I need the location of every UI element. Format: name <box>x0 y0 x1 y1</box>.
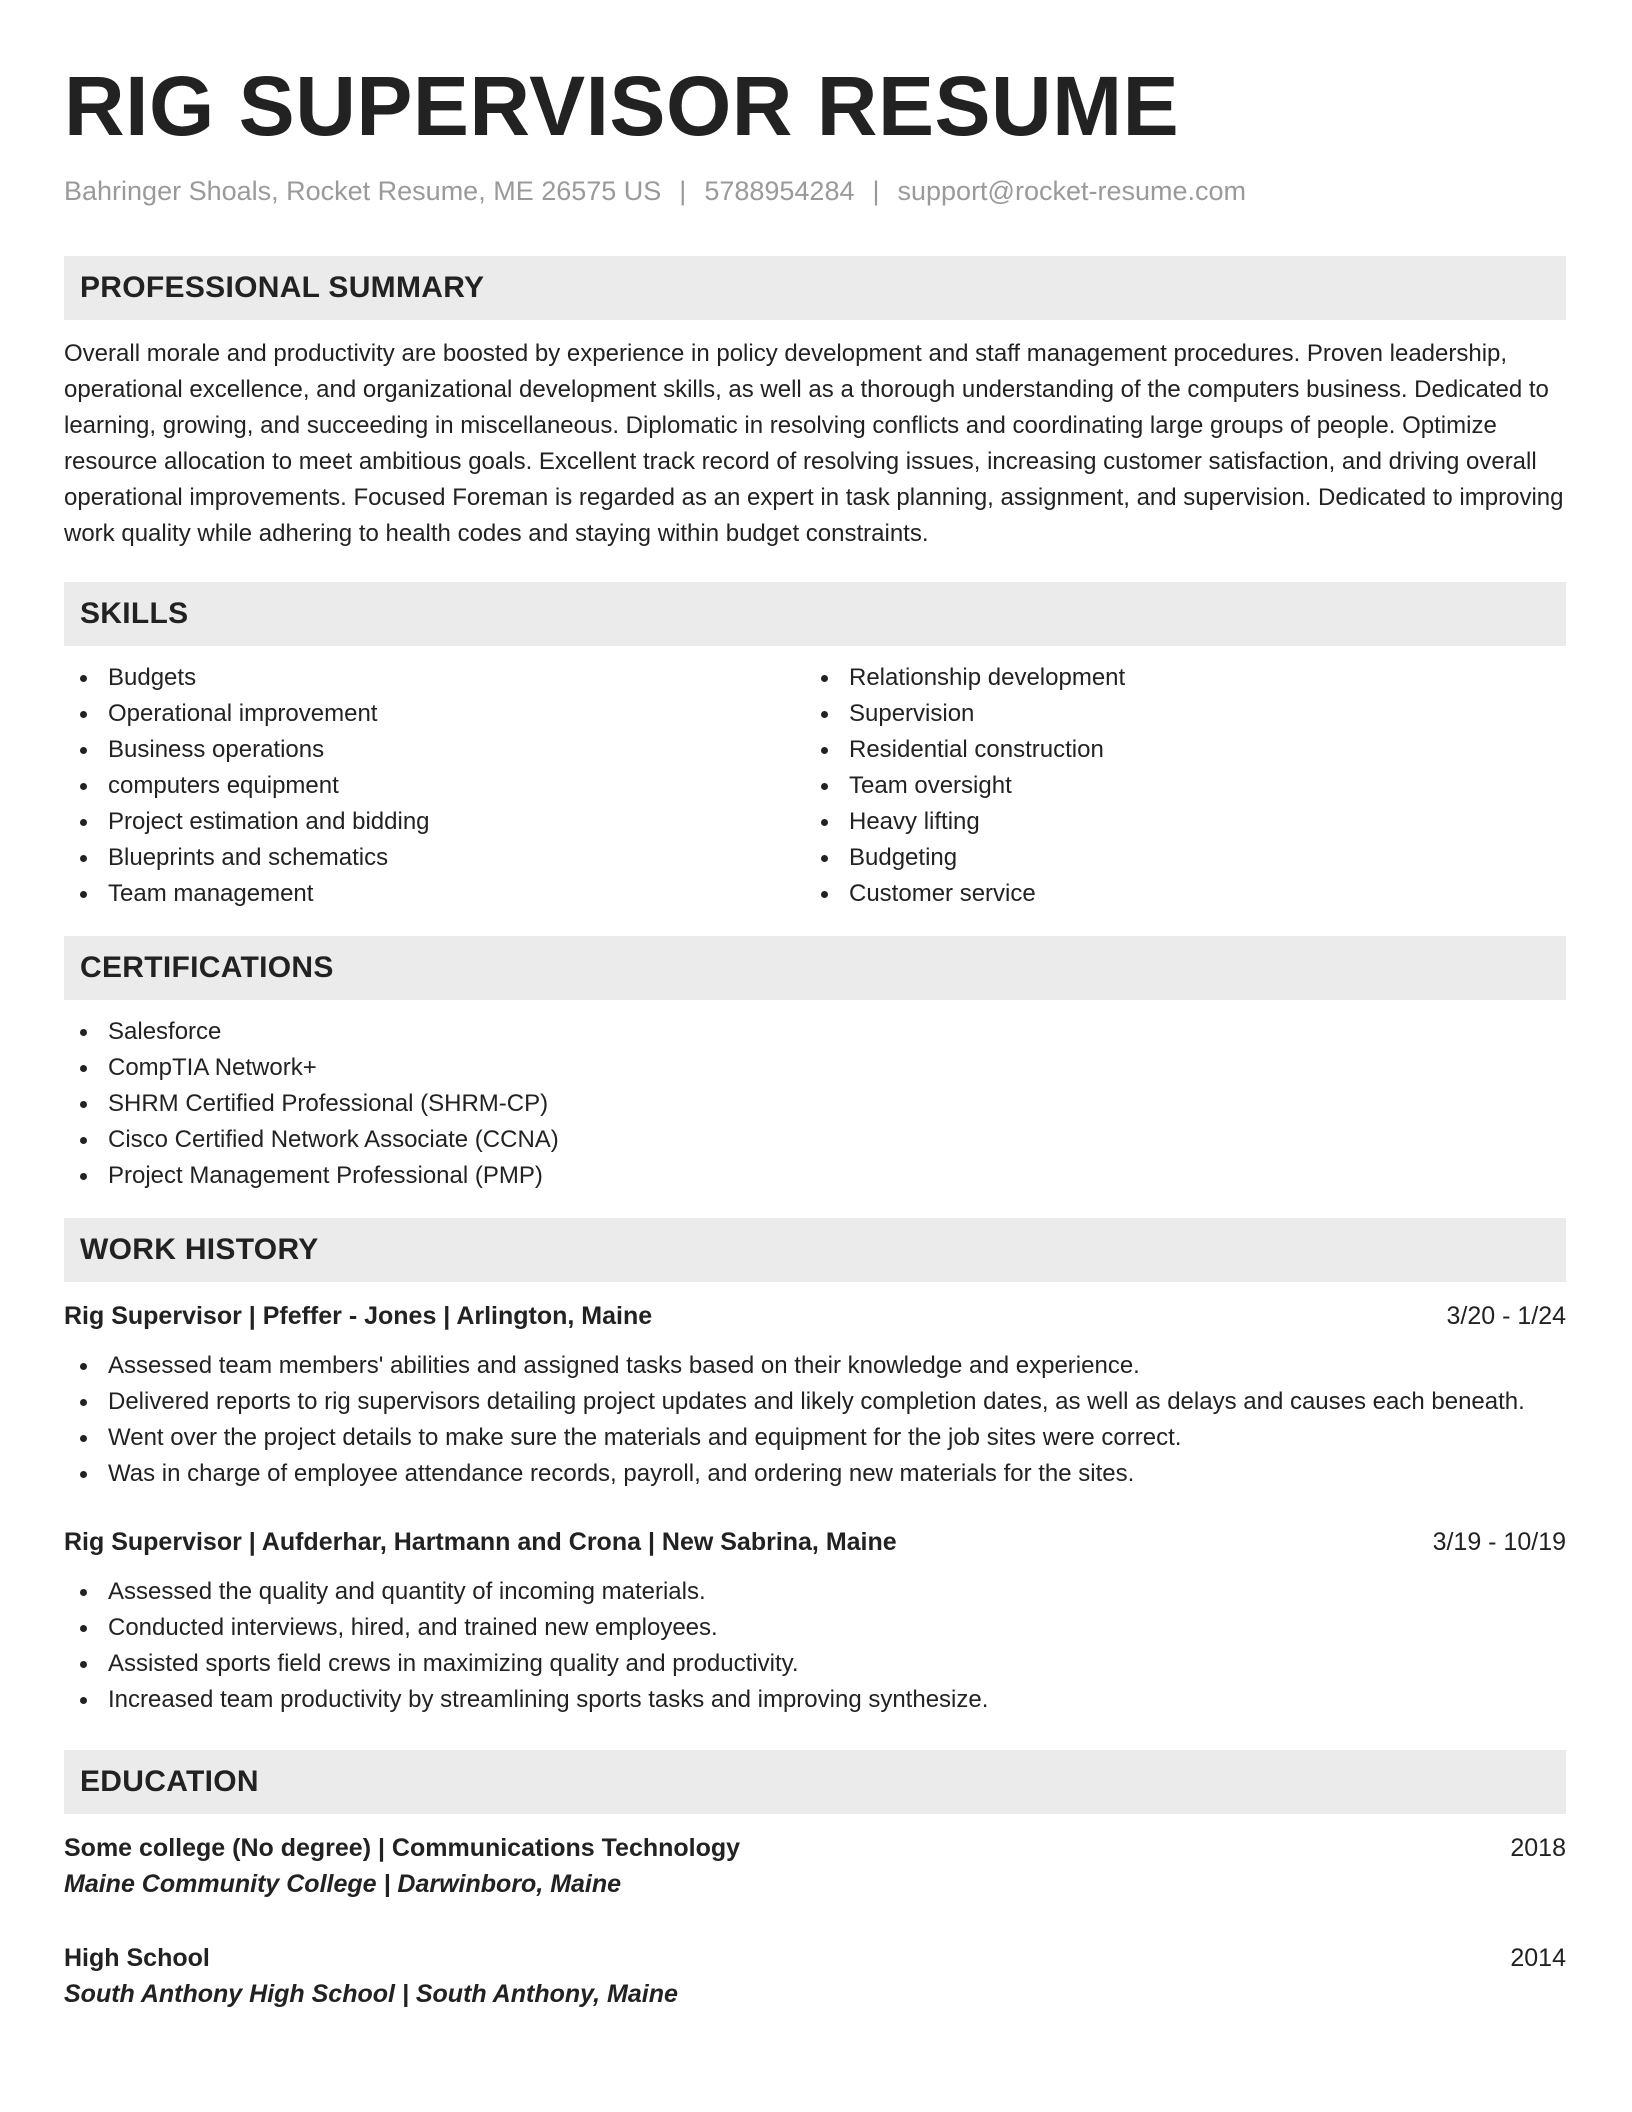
work-history-section <box>64 1218 1566 1718</box>
education-degree: Some college (No degree) | Communications Technology <box>64 1834 741 1862</box>
education-entry <box>64 1830 1566 1902</box>
skill-item: Business operations <box>64 732 805 768</box>
education-header <box>64 1940 1566 1976</box>
resume-title: RIG SUPERVISOR RESUME <box>64 59 1180 153</box>
contact-line <box>64 174 1566 208</box>
skills-columns <box>64 660 1566 912</box>
summary-heading: PROFESSIONAL SUMMARY <box>64 256 1566 320</box>
skill-item: Budgets <box>64 660 805 696</box>
skill-item: Heavy lifting <box>805 804 1546 840</box>
education-heading: EDUCATION <box>64 1750 1566 1814</box>
certification-item: Cisco Certified Network Associate (CCNA) <box>64 1122 1566 1158</box>
certification-item: SHRM Certified Professional (SHRM-CP) <box>64 1086 1566 1122</box>
job-header <box>64 1524 1566 1560</box>
skill-item: Relationship development <box>805 660 1546 696</box>
skill-item: Blueprints and schematics <box>64 840 805 876</box>
certification-item: Salesforce <box>64 1014 1566 1050</box>
job-bullet: Assessed team members' abilities and assigned tasks based on their knowledge and experience. <box>64 1348 1566 1384</box>
job-header <box>64 1298 1566 1334</box>
skill-item: Project estimation and bidding <box>64 804 805 840</box>
skills-section <box>64 582 1566 912</box>
skills-list-left <box>64 660 805 912</box>
education-degree: High School <box>64 1944 210 1972</box>
job-bullet: Went over the project details to make sure the materials and equipment for the job sites were correct. <box>64 1420 1566 1456</box>
job-bullet: Was in charge of employee attendance records, payroll, and ordering new materials for the sites. <box>64 1456 1566 1492</box>
skill-item: computers equipment <box>64 768 805 804</box>
job-bullet: Assessed the quality and quantity of incoming materials. <box>64 1574 1566 1610</box>
certification-item: Project Management Professional (PMP) <box>64 1158 1566 1194</box>
skill-item: Supervision <box>805 696 1546 732</box>
job-bullet: Assisted sports field crews in maximizing quality and productivity. <box>64 1646 1566 1682</box>
contact-address: Bahringer Shoals, Rocket Resume, ME 26575 US <box>64 176 662 206</box>
skill-item: Residential construction <box>805 732 1546 768</box>
education-school: Maine Community College | Darwinboro, Maine <box>64 1870 622 1898</box>
job-bullet-list <box>64 1348 1566 1492</box>
job-bullet: Conducted interviews, hired, and trained new employees. <box>64 1610 1566 1646</box>
job-title: Rig Supervisor | Pfeffer - Jones | Arlington, Maine <box>64 1302 653 1330</box>
skill-item: Operational improvement <box>64 696 805 732</box>
job-bullet: Delivered reports to rig supervisors detailing project updates and likely completion dates, as well as delays and causes each beneath. <box>64 1384 1566 1420</box>
certifications-list <box>64 1014 1566 1194</box>
job-bullet-list <box>64 1574 1566 1718</box>
work-history-heading: WORK HISTORY <box>64 1218 1566 1282</box>
education-header <box>64 1830 1566 1866</box>
education-entry <box>64 1940 1566 2012</box>
contact-phone: 5788954284 <box>704 176 855 206</box>
job-bullet: Increased team productivity by streamlining sports tasks and improving synthesize. <box>64 1682 1566 1718</box>
education-section <box>64 1750 1566 2012</box>
education-year: 2018 <box>1510 1834 1566 1862</box>
job-entry <box>64 1524 1566 1718</box>
contact-separator: | <box>872 176 880 206</box>
job-dates: 3/20 - 1/24 <box>1446 1302 1566 1330</box>
skill-item: Budgeting <box>805 840 1546 876</box>
certifications-section <box>64 936 1566 1194</box>
contact-separator: | <box>679 176 687 206</box>
job-title: Rig Supervisor | Aufderhar, Hartmann and Crona | New Sabrina, Maine <box>64 1528 897 1556</box>
certification-item: CompTIA Network+ <box>64 1050 1566 1086</box>
skill-item: Team management <box>64 876 805 912</box>
summary-text: Overall morale and productivity are boosted by experience in policy development and staff management procedures. Proven leadership, operational excellence, and organizational development skills, as well as a thorough understanding of the computers business. Dedicated to learning, growing, and succeeding in miscellaneous. Diplomatic in resolving conflicts and coordinating large groups of people. Optimize resource allocation to meet ambitious goals. Excellent track record of resolving issues, increasing customer satisfaction, and driving overall operational improvements. Focused Foreman is regarded as an expert in task planning, assignment, and supervision. Dedicated to improving work quality while adhering to health codes and staying within budget constraints. <box>64 340 1564 547</box>
contact-email[interactable]: support@rocket-resume.com <box>897 176 1247 206</box>
education-year: 2014 <box>1510 1944 1566 1972</box>
job-dates: 3/19 - 10/19 <box>1432 1528 1566 1556</box>
skills-list-right <box>805 660 1546 912</box>
resume-page <box>64 58 1566 2012</box>
skill-item: Team oversight <box>805 768 1546 804</box>
job-entry <box>64 1298 1566 1492</box>
education-school: South Anthony High School | South Anthony, Maine <box>64 1980 678 2008</box>
certifications-heading: CERTIFICATIONS <box>64 936 1566 1000</box>
skill-item: Customer service <box>805 876 1546 912</box>
skills-heading: SKILLS <box>64 582 1566 646</box>
summary-section <box>64 256 1566 552</box>
